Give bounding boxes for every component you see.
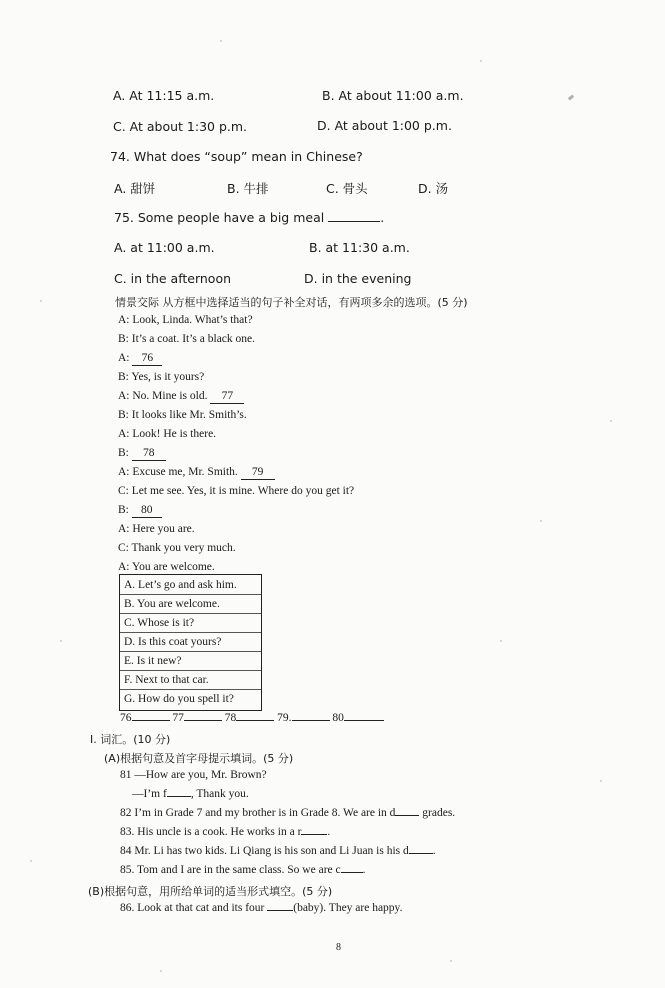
dialogue-blank-80[interactable]: 80 [132,505,162,518]
scan-mark [568,94,575,100]
dialogue-option: D. Is this coat yours? [124,636,222,648]
answer-slot-label: 76 [120,712,132,724]
scan-speck [30,860,32,862]
q73-option-a: A. At 11:15 a.m. [113,88,215,103]
answer-slot-label: 78 [224,712,237,724]
dialogue-option: E. Is it new? [124,655,182,667]
scan-speck [480,60,482,62]
q83-prefix: 83. His uncle is a cook. He works in a r [120,826,302,838]
q84-prefix: 84 Mr. Li has two kids. Li Qiang is his son and Li Juan is his d [120,845,409,857]
q81-prefix: —I’m f [132,788,167,800]
q86-blank[interactable] [267,910,293,911]
q85 [120,864,365,876]
q75-blank[interactable] [328,221,380,222]
scan-speck [160,970,162,972]
q75-option-b: B. at 11:30 a.m. [309,240,410,255]
dialogue-line [118,466,275,480]
answer-slot-label: 80 [332,712,344,724]
scan-speck [600,780,602,782]
answer-slot-blank[interactable] [184,720,222,721]
q84-suffix: . [432,845,436,857]
dialogue-line: A: Here you are. [118,523,195,535]
q82-suffix: grades. [419,807,456,819]
q75-option-a: A. at 11:00 a.m. [114,240,215,255]
dialogue-line [118,390,244,404]
q74-option-d: D. 汤 [418,181,449,196]
vocab-part-b-instruction: (B)根据句意，用所给单词的适当形式填空。(5 分) [88,885,333,898]
answer-slot-blank[interactable] [292,720,330,721]
q75-question-prefix: 75. Some people have a big meal [114,210,325,225]
q74-option-a: A. 甜饼 [114,181,156,196]
q86-suffix: (baby). They are happy. [293,902,403,914]
vocab-part-a-instruction: (A)根据句意及首字母提示填词。(5 分) [104,752,294,765]
dialogue-blank-79[interactable]: 79 [241,467,275,480]
scan-speck [610,420,612,422]
scan-speck [540,520,542,522]
dialogue-line: C: Thank you very much. [118,542,236,554]
dialogue-blank-76[interactable]: 76 [132,353,162,366]
dialogue-options-box [119,574,262,711]
q81-line2 [132,788,249,800]
dialogue-line: A: Look, Linda. What’s that? [118,314,253,326]
dialogue-line: C: Let me see. Yes, it is mine. Where do you get it? [118,485,355,497]
q74-question: 74. What does “soup” mean in Chinese? [110,149,363,164]
q86-prefix: 86. Look at that cat and its four [120,902,268,914]
q83 [120,826,330,838]
dialogue-option: F. Next to that car. [124,674,209,686]
answer-slot-label: 79. [277,712,292,724]
scan-speck [500,640,502,642]
scan-speck [220,40,222,42]
q82-blank[interactable] [395,815,419,816]
q84 [120,845,436,857]
answer-slot-blank[interactable] [132,720,170,721]
q83-blank[interactable] [301,834,327,835]
q86 [120,902,402,914]
scan-speck [40,300,42,302]
dialogue-text: A: Excuse me, Mr. Smith. [118,466,238,478]
dialogue-speaker: B: [118,504,129,516]
dialogue-line: A: Look! He is there. [118,428,217,440]
dialogue-line: A: You are welcome. [118,561,215,573]
dialogue-text: A: No. Mine is old. [118,390,208,402]
q81-line1: 81 —How are you, Mr. Brown? [120,769,267,781]
answer-slot-label: 77 [172,712,184,724]
q85-suffix: . [362,864,366,876]
dialogue-blank-78[interactable]: 78 [132,448,166,461]
answer-slot-blank[interactable] [344,720,384,721]
scan-speck [450,960,452,962]
q75-question [114,210,384,225]
q75-option-c: C. in the afternoon [114,271,232,286]
q81-blank[interactable] [167,796,191,797]
dialogue-line [118,447,166,461]
page-number: 8 [336,942,341,953]
dialogue-line: B: It’s a coat. It’s a black one. [118,333,256,345]
dialogue-option: A. Let’s go and ask him. [124,579,237,591]
dialogue-line: B: It looks like Mr. Smith’s. [118,409,247,421]
q73-option-d: D. At about 1:00 p.m. [317,118,452,133]
dialogue-option: B. You are welcome. [124,598,220,610]
dialogue-line [118,504,162,518]
dialogue-speaker: B: [118,447,129,459]
dialogue-line: B: Yes, is it yours? [118,371,205,383]
q85-blank[interactable] [341,872,363,873]
q74-option-b: B. 牛排 [227,181,269,196]
q73-option-b: B. At about 11:00 a.m. [322,88,464,103]
q81-suffix: , Thank you. [190,788,249,800]
dialogue-option: C. Whose is it? [124,617,195,629]
q84-blank[interactable] [409,853,433,854]
dialogue-blank-77[interactable]: 77 [210,391,244,404]
q74-option-c: C. 骨头 [326,181,368,196]
q73-option-c: C. At about 1:30 p.m. [113,119,248,134]
dialogue-option: G. How do you spell it? [124,693,234,705]
q75-option-d: D. in the evening [304,271,412,286]
dialogue-instruction: 情景交际 从方框中选择适当的句子补全对话，有两项多余的选项。(5 分) [115,296,468,309]
answer-slot-blank[interactable] [236,720,274,721]
scan-speck [60,640,62,642]
dialogue-line [118,352,162,366]
answer-slots-row [120,712,384,724]
dialogue-speaker: A: [118,352,130,364]
q75-question-suffix: . [380,210,385,225]
q83-suffix: . [327,826,331,838]
vocab-heading: Ⅰ. 词汇。(10 分) [90,733,171,746]
q82-prefix: 82 I’m in Grade 7 and my brother is in Grade 8. We are in d [120,807,396,819]
q82 [120,807,455,819]
q85-prefix: 85. Tom and I are in the same class. So we are c [120,864,341,876]
